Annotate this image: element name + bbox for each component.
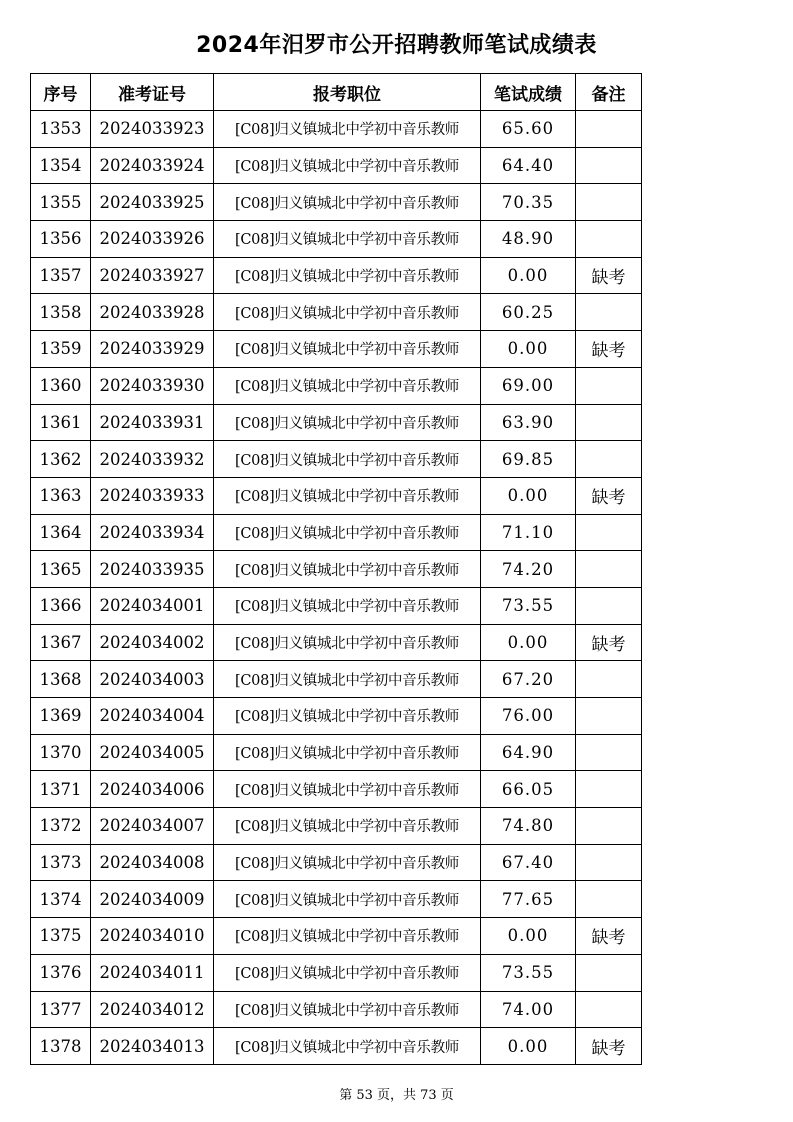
cell-serial-number: 1366: [31, 587, 91, 624]
cell-score: 0.00: [481, 331, 576, 368]
cell-serial-number: 1358: [31, 294, 91, 331]
cell-note: [576, 734, 642, 771]
cell-note: [576, 844, 642, 881]
header-exam-id: 准考证号: [91, 74, 214, 111]
cell-exam-id: 2024034008: [91, 844, 214, 881]
cell-score: 73.55: [481, 954, 576, 991]
cell-serial-number: 1374: [31, 881, 91, 918]
cell-note: [576, 367, 642, 404]
cell-note: [576, 294, 642, 331]
cell-note: 缺考: [576, 918, 642, 955]
cell-exam-id: 2024034009: [91, 881, 214, 918]
table-row: [31, 844, 642, 881]
cell-note: [576, 771, 642, 808]
cell-score: 77.65: [481, 881, 576, 918]
cell-position: [C08]归义镇城北中学初中音乐教师: [214, 991, 481, 1028]
table-row: [31, 111, 642, 148]
cell-note: 缺考: [576, 1028, 642, 1065]
cell-position: [C08]归义镇城北中学初中音乐教师: [214, 331, 481, 368]
cell-position: [C08]归义镇城北中学初中音乐教师: [214, 808, 481, 845]
cell-position: [C08]归义镇城北中学初中音乐教师: [214, 111, 481, 148]
cell-serial-number: 1377: [31, 991, 91, 1028]
cell-score: 74.00: [481, 991, 576, 1028]
cell-position: [C08]归义镇城北中学初中音乐教师: [214, 294, 481, 331]
cell-exam-id: 2024033927: [91, 257, 214, 294]
cell-serial-number: 1363: [31, 477, 91, 514]
cell-score: 67.40: [481, 844, 576, 881]
cell-note: [576, 551, 642, 588]
cell-serial-number: 1359: [31, 331, 91, 368]
cell-serial-number: 1373: [31, 844, 91, 881]
cell-note: [576, 441, 642, 478]
cell-exam-id: 2024034007: [91, 808, 214, 845]
cell-score: 0.00: [481, 1028, 576, 1065]
header-score: 笔试成绩: [481, 74, 576, 111]
cell-note: [576, 514, 642, 551]
cell-note: 缺考: [576, 257, 642, 294]
table-row: [31, 404, 642, 441]
cell-position: [C08]归义镇城北中学初中音乐教师: [214, 881, 481, 918]
cell-exam-id: 2024034013: [91, 1028, 214, 1065]
cell-exam-id: 2024033930: [91, 367, 214, 404]
table-row: [31, 331, 642, 368]
table-row: [31, 661, 642, 698]
cell-note: [576, 111, 642, 148]
table-row: [31, 294, 642, 331]
cell-serial-number: 1376: [31, 954, 91, 991]
cell-serial-number: 1361: [31, 404, 91, 441]
cell-exam-id: 2024033926: [91, 221, 214, 258]
cell-exam-id: 2024033924: [91, 147, 214, 184]
cell-position: [C08]归义镇城北中学初中音乐教师: [214, 441, 481, 478]
cell-score: 76.00: [481, 698, 576, 735]
cell-position: [C08]归义镇城北中学初中音乐教师: [214, 698, 481, 735]
cell-note: [576, 698, 642, 735]
cell-position: [C08]归义镇城北中学初中音乐教师: [214, 954, 481, 991]
cell-score: 73.55: [481, 587, 576, 624]
header-serial-number: 序号: [31, 74, 91, 111]
cell-exam-id: 2024033931: [91, 404, 214, 441]
cell-serial-number: 1362: [31, 441, 91, 478]
cell-serial-number: 1378: [31, 1028, 91, 1065]
cell-exam-id: 2024033932: [91, 441, 214, 478]
cell-serial-number: 1368: [31, 661, 91, 698]
cell-note: [576, 587, 642, 624]
cell-score: 69.00: [481, 367, 576, 404]
cell-exam-id: 2024034010: [91, 918, 214, 955]
cell-note: [576, 881, 642, 918]
cell-serial-number: 1356: [31, 221, 91, 258]
cell-score: 0.00: [481, 477, 576, 514]
cell-exam-id: 2024034002: [91, 624, 214, 661]
score-table: [30, 73, 642, 1065]
table-row: [31, 477, 642, 514]
cell-score: 74.20: [481, 551, 576, 588]
cell-note: [576, 184, 642, 221]
cell-note: [576, 808, 642, 845]
page-title: 2024年汨罗市公开招聘教师笔试成绩表: [196, 33, 597, 58]
table-row: [31, 367, 642, 404]
table-row: [31, 514, 642, 551]
table-row: [31, 771, 642, 808]
cell-note: [576, 991, 642, 1028]
cell-position: [C08]归义镇城北中学初中音乐教师: [214, 221, 481, 258]
cell-exam-id: 2024034004: [91, 698, 214, 735]
cell-score: 0.00: [481, 624, 576, 661]
cell-note: [576, 221, 642, 258]
cell-serial-number: 1369: [31, 698, 91, 735]
table-row: [31, 551, 642, 588]
cell-position: [C08]归义镇城北中学初中音乐教师: [214, 147, 481, 184]
cell-score: 64.90: [481, 734, 576, 771]
cell-serial-number: 1375: [31, 918, 91, 955]
cell-position: [C08]归义镇城北中学初中音乐教师: [214, 918, 481, 955]
cell-score: 48.90: [481, 221, 576, 258]
cell-exam-id: 2024033929: [91, 331, 214, 368]
table-row: [31, 954, 642, 991]
page-footer: 第 53 页，共 73 页: [339, 1088, 454, 1103]
cell-position: [C08]归义镇城北中学初中音乐教师: [214, 551, 481, 588]
cell-note: 缺考: [576, 624, 642, 661]
cell-note: [576, 147, 642, 184]
cell-exam-id: 2024034006: [91, 771, 214, 808]
cell-position: [C08]归义镇城北中学初中音乐教师: [214, 477, 481, 514]
table-row: [31, 587, 642, 624]
cell-position: [C08]归义镇城北中学初中音乐教师: [214, 367, 481, 404]
table-row: [31, 257, 642, 294]
cell-exam-id: 2024034001: [91, 587, 214, 624]
cell-serial-number: 1372: [31, 808, 91, 845]
cell-score: 0.00: [481, 257, 576, 294]
cell-position: [C08]归义镇城北中学初中音乐教师: [214, 184, 481, 221]
cell-note: [576, 954, 642, 991]
table-row: [31, 734, 642, 771]
cell-note: [576, 404, 642, 441]
cell-position: [C08]归义镇城北中学初中音乐教师: [214, 661, 481, 698]
table-row: [31, 147, 642, 184]
cell-note: 缺考: [576, 331, 642, 368]
cell-score: 71.10: [481, 514, 576, 551]
cell-exam-id: 2024033935: [91, 551, 214, 588]
cell-score: 0.00: [481, 918, 576, 955]
cell-position: [C08]归义镇城北中学初中音乐教师: [214, 587, 481, 624]
cell-position: [C08]归义镇城北中学初中音乐教师: [214, 624, 481, 661]
cell-serial-number: 1367: [31, 624, 91, 661]
cell-exam-id: 2024034012: [91, 991, 214, 1028]
cell-serial-number: 1354: [31, 147, 91, 184]
cell-serial-number: 1357: [31, 257, 91, 294]
cell-exam-id: 2024033934: [91, 514, 214, 551]
cell-exam-id: 2024034011: [91, 954, 214, 991]
cell-note: 缺考: [576, 477, 642, 514]
cell-position: [C08]归义镇城北中学初中音乐教师: [214, 771, 481, 808]
cell-position: [C08]归义镇城北中学初中音乐教师: [214, 734, 481, 771]
cell-serial-number: 1371: [31, 771, 91, 808]
table-row: [31, 441, 642, 478]
cell-score: 60.25: [481, 294, 576, 331]
cell-exam-id: 2024033933: [91, 477, 214, 514]
table-row: [31, 184, 642, 221]
table-row: [31, 221, 642, 258]
cell-position: [C08]归义镇城北中学初中音乐教师: [214, 844, 481, 881]
table-row: [31, 991, 642, 1028]
cell-score: 67.20: [481, 661, 576, 698]
cell-serial-number: 1370: [31, 734, 91, 771]
header-position: 报考职位: [214, 74, 481, 111]
cell-score: 70.35: [481, 184, 576, 221]
table-row: [31, 918, 642, 955]
cell-position: [C08]归义镇城北中学初中音乐教师: [214, 1028, 481, 1065]
cell-score: 65.60: [481, 111, 576, 148]
cell-serial-number: 1360: [31, 367, 91, 404]
cell-score: 66.05: [481, 771, 576, 808]
cell-exam-id: 2024033923: [91, 111, 214, 148]
cell-position: [C08]归义镇城北中学初中音乐教师: [214, 404, 481, 441]
table-row: [31, 881, 642, 918]
cell-exam-id: 2024033925: [91, 184, 214, 221]
cell-serial-number: 1364: [31, 514, 91, 551]
cell-exam-id: 2024034005: [91, 734, 214, 771]
cell-serial-number: 1365: [31, 551, 91, 588]
cell-position: [C08]归义镇城北中学初中音乐教师: [214, 514, 481, 551]
header-note: 备注: [576, 74, 642, 111]
cell-score: 63.90: [481, 404, 576, 441]
table-row: [31, 698, 642, 735]
cell-note: [576, 661, 642, 698]
cell-score: 64.40: [481, 147, 576, 184]
cell-exam-id: 2024034003: [91, 661, 214, 698]
cell-score: 74.80: [481, 808, 576, 845]
cell-exam-id: 2024033928: [91, 294, 214, 331]
cell-score: 69.85: [481, 441, 576, 478]
cell-serial-number: 1353: [31, 111, 91, 148]
cell-position: [C08]归义镇城北中学初中音乐教师: [214, 257, 481, 294]
table-row: [31, 808, 642, 845]
table-body: [31, 111, 642, 1065]
table-row: [31, 1028, 642, 1065]
cell-serial-number: 1355: [31, 184, 91, 221]
table-row: [31, 624, 642, 661]
table-header-row: [31, 74, 642, 111]
